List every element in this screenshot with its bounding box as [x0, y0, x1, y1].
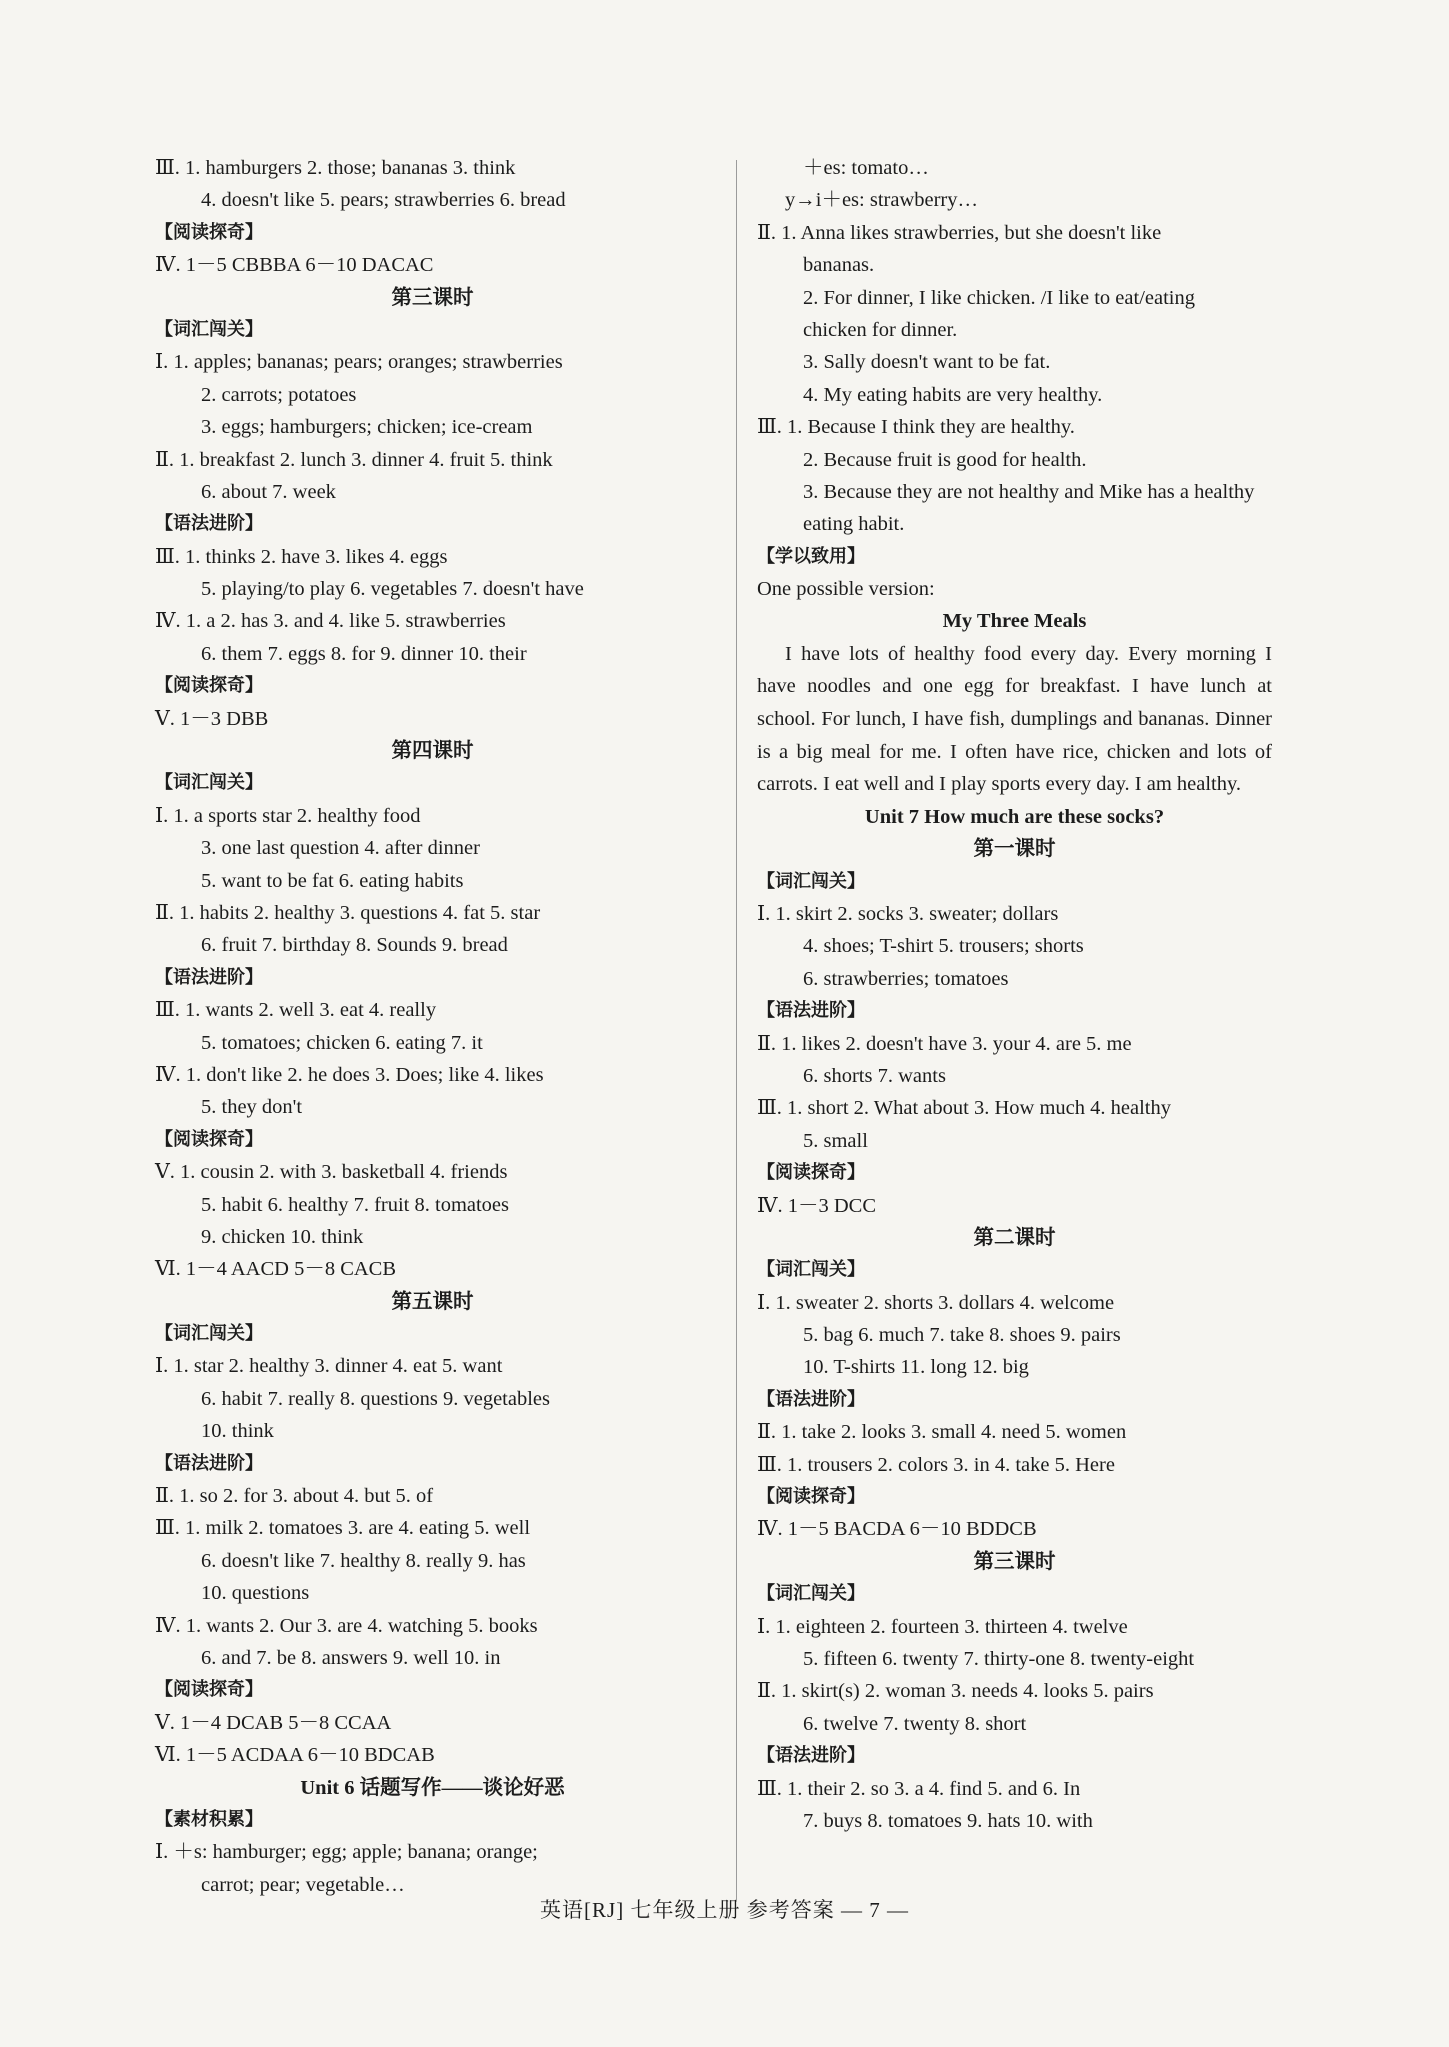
right2-line: 5. small: [803, 1129, 868, 1152]
right-line: eating habit.: [803, 513, 905, 536]
left-line: Ⅲ. 1. milk 2. tomatoes 3. are 4. eating 5. well: [155, 1517, 531, 1540]
right-line: bananas.: [803, 254, 875, 277]
right2-line: Ⅲ. 1. their 2. so 3. a 4. find 5. and 6. In: [757, 1777, 1081, 1800]
right-line: 4. My eating habits are very healthy.: [803, 383, 1103, 406]
right2-line: 6. shorts 7. wants: [803, 1064, 946, 1087]
left-line: Ⅱ. 1. so 2. for 3. about 4. but 5. of: [155, 1485, 434, 1508]
right2-line: Ⅳ. 1－3 DCC: [757, 1194, 877, 1217]
right-line: Ⅱ. 1. Anna likes strawberries, but she doesn't like: [757, 221, 1162, 244]
right2-line: Ⅰ. 1. eighteen 2. fourteen 3. thirteen 4. twelve: [757, 1615, 1128, 1638]
right2-line: Ⅰ. 1. skirt 2. socks 3. sweater; dollars: [757, 903, 1059, 925]
right2-line: 10. T-shirts 11. long 12. big: [803, 1356, 1029, 1379]
right2-line: 【阅读探奇】: [757, 1486, 865, 1508]
right-line: y→i＋es: strawberry…: [785, 189, 978, 212]
left-line: Ⅱ. 1. breakfast 2. lunch 3. dinner 4. fruit 5. think: [155, 448, 553, 471]
left-line: 【阅读探奇】: [155, 221, 263, 243]
right-line: 3. Because they are not healthy and Mike has a healthy: [803, 480, 1255, 503]
left-line: 【阅读探奇】: [155, 1128, 263, 1150]
right2-line: Unit 7 How much are these socks?: [864, 805, 1165, 828]
right2-line: 7. buys 8. tomatoes 9. hats 10. with: [803, 1809, 1093, 1832]
right2-line: 【词汇闯关】: [757, 1583, 865, 1605]
right2-line: 【语法进阶】: [757, 1745, 865, 1767]
right2-line: 【语法进阶】: [757, 1000, 865, 1022]
right2-line: Ⅲ. 1. short 2. What about 3. How much 4. healthy: [757, 1097, 1171, 1120]
right-line: Ⅲ. 1. Because I think they are healthy.: [757, 416, 1075, 439]
left-line: 6. them 7. eggs 8. for 9. dinner 10. their: [201, 642, 527, 665]
left-column: [155, 152, 710, 1901]
right-column: [757, 152, 1272, 1837]
left-line: 【语法进阶】: [155, 513, 263, 535]
left-line: 5. want to be fat 6. eating habits: [201, 869, 464, 892]
left-line: 6. and 7. be 8. answers 9. well 10. in: [201, 1646, 501, 1669]
left-line: 5. tomatoes; chicken 6. eating 7. it: [201, 1031, 483, 1054]
right-line: ＋es: tomato…: [803, 157, 929, 179]
left-line: 9. chicken 10. think: [201, 1225, 364, 1248]
left-line: 6. doesn't like 7. healthy 8. really 9. has: [201, 1549, 526, 1572]
left-line: 【语法进阶】: [155, 1452, 263, 1474]
left-line: Ⅳ. 1. don't like 2. he does 3. Does; like 4. likes: [155, 1063, 544, 1086]
left-line: Ⅳ. 1. wants 2. Our 3. are 4. watching 5. books: [155, 1614, 538, 1637]
right2-line: 5. fifteen 6. twenty 7. thirty-one 8. twenty-eight: [803, 1647, 1195, 1670]
right-line: My Three Meals: [942, 610, 1087, 633]
left-line: Ⅰ. ＋s: hamburger; egg; apple; banana; orange;: [155, 1841, 538, 1864]
right2-line: 第一课时: [973, 838, 1056, 861]
right2-line: 【词汇闯关】: [757, 1259, 865, 1281]
right2-line: 第二课时: [973, 1226, 1056, 1249]
right2-line: Ⅳ. 1－5 BACDA 6－10 BDDCB: [757, 1518, 1037, 1541]
right2-line: Ⅰ. 1. sweater 2. shorts 3. dollars 4. welcome: [757, 1291, 1115, 1314]
left-line: Ⅳ. 1. a 2. has 3. and 4. like 5. strawberries: [155, 610, 506, 633]
left-line: Ⅱ. 1. habits 2. healthy 3. questions 4. fat 5. star: [155, 901, 541, 924]
left-line: Ⅲ. 1. thinks 2. have 3. likes 4. eggs: [155, 545, 448, 568]
left-line: Unit 6 话题写作——谈论好恶: [300, 1776, 565, 1799]
left-line: 第四课时: [391, 740, 474, 763]
left-line: 【词汇闯关】: [155, 772, 263, 794]
left-line: Ⅵ. 1－5 ACDAA 6－10 BDCAB: [155, 1744, 435, 1767]
left-line: 3. one last question 4. after dinner: [201, 837, 480, 860]
left-line: 【阅读探奇】: [155, 1679, 263, 1701]
left-line: Ⅵ. 1－4 AACD 5－8 CACB: [155, 1258, 397, 1281]
left-line: 6. fruit 7. birthday 8. Sounds 9. bread: [201, 934, 508, 957]
left-line: 第三课时: [391, 286, 474, 309]
left-line: Ⅰ. 1. apples; bananas; pears; oranges; strawberries: [155, 351, 563, 374]
left-line: 6. about 7. week: [201, 480, 336, 503]
left-line: Ⅴ. 1－3 DBB: [155, 707, 269, 730]
right2-line: 第三课时: [973, 1550, 1056, 1573]
left-line: 10. think: [201, 1420, 274, 1443]
left-line: 【词汇闯关】: [155, 318, 263, 340]
left-line: Ⅴ. 1. cousin 2. with 3. basketball 4. friends: [155, 1161, 508, 1184]
right2-line: Ⅱ. 1. take 2. looks 3. small 4. need 5. women: [757, 1421, 1127, 1444]
right-line: One possible version:: [757, 578, 935, 601]
right2-line: 【语法进阶】: [757, 1388, 865, 1410]
right2-line: 6. twelve 7. twenty 8. short: [803, 1712, 1027, 1735]
left-line: 【素材积累】: [155, 1808, 263, 1830]
right2-line: 【词汇闯关】: [757, 870, 865, 892]
left-line: 6. habit 7. really 8. questions 9. vegetables: [201, 1387, 550, 1410]
right2-line: Ⅱ. 1. likes 2. doesn't have 3. your 4. are 5. me: [757, 1032, 1132, 1055]
right-line: 3. Sally doesn't want to be fat.: [803, 351, 1051, 374]
left-line: 10. questions: [201, 1582, 310, 1605]
left-line: 第五课时: [391, 1290, 474, 1313]
right-line: 2. For dinner, I like chicken. /I like to eat/eating: [803, 286, 1195, 309]
left-line: carrot; pear; vegetable…: [201, 1873, 405, 1896]
right2-line: 【阅读探奇】: [757, 1162, 865, 1184]
right-line: chicken for dinner.: [803, 318, 958, 341]
left-line: 【词汇闯关】: [155, 1323, 263, 1345]
left-line: 5. habit 6. healthy 7. fruit 8. tomatoes: [201, 1193, 510, 1216]
left-line: 4. doesn't like 5. pears; strawberries 6. bread: [201, 189, 566, 212]
left-line: 【语法进阶】: [155, 966, 263, 988]
left-line: 5. playing/to play 6. vegetables 7. doesn't have: [201, 578, 584, 601]
left-line: Ⅰ. 1. a sports star 2. healthy food: [155, 804, 421, 827]
right2-line: 5. bag 6. much 7. take 8. shoes 9. pairs: [803, 1324, 1121, 1347]
right2-line: Ⅲ. 1. trousers 2. colors 3. in 4. take 5. Here: [757, 1453, 1115, 1476]
left-line: Ⅴ. 1－4 DCAB 5－8 CCAA: [155, 1711, 392, 1734]
right-line: 【学以致用】: [757, 545, 865, 567]
left-line: Ⅲ. 1. wants 2. well 3. eat 4. really: [155, 999, 437, 1022]
left-line: 【阅读探奇】: [155, 675, 263, 697]
left-line: 2. carrots; potatoes: [201, 383, 357, 406]
left-line: 5. they don't: [201, 1096, 303, 1119]
right2-line: Ⅱ. 1. skirt(s) 2. woman 3. needs 4. looks 5. pairs: [757, 1680, 1154, 1703]
page-footer: 英语[RJ] 七年级上册 参考答案 — 7 —: [540, 1898, 909, 1922]
left-line: Ⅳ. 1－5 CBBBA 6－10 DACAC: [155, 254, 434, 277]
left-line: 3. eggs; hamburgers; chicken; ice-cream: [201, 416, 533, 439]
column-divider: [736, 160, 737, 1900]
right2-line: 4. shoes; T-shirt 5. trousers; shorts: [803, 935, 1084, 958]
left-line: Ⅰ. 1. star 2. healthy 3. dinner 4. eat 5. want: [155, 1355, 503, 1378]
right2-line: 6. strawberries; tomatoes: [803, 967, 1009, 990]
right-line: 2. Because fruit is good for health.: [803, 448, 1087, 471]
essay-paragraph: I have lots of healthy food every day. Every morning I have noodles and one egg for breakfast. I have lunch at school. For lunch, I have fish, dumplings and bananas. Dinner is a big meal for me. I often have rice, chicken and lots of carrots. I eat well and I play sports every day. I am healthy.: [757, 642, 1272, 796]
left-line: Ⅲ. 1. hamburgers 2. those; bananas 3. think: [155, 157, 516, 179]
